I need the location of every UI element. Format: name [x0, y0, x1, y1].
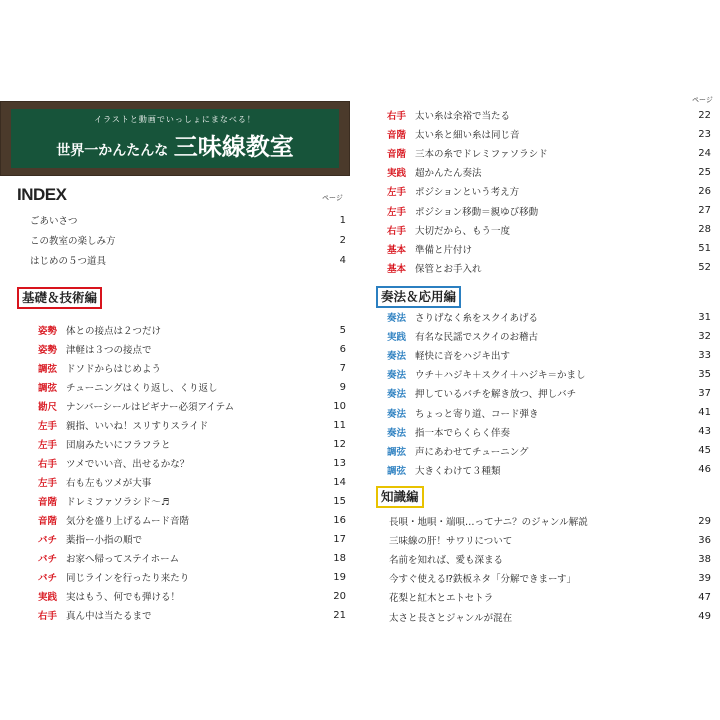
item-title: 保管とお手入れ [415, 263, 482, 275]
item-title: 軽快に音をハジキ出す [415, 351, 511, 363]
item-page-number: 20 [333, 590, 346, 602]
item-category-tag: 音階 [387, 130, 407, 142]
item-page-number: 51 [698, 243, 711, 255]
item-page-number: 36 [698, 534, 711, 546]
item-page-number: 6 [339, 343, 346, 355]
item-title: ウチ＋ハジキ＋スクイ＋ハジキ＝かまし [415, 370, 586, 382]
item-category-tag: 左手 [38, 440, 58, 451]
list-item [38, 473, 346, 491]
item-title: ナンバーシールはビギナー必須アイテム [66, 402, 235, 413]
item-category-tag: 音階 [38, 497, 58, 508]
item-page-number: 37 [698, 387, 711, 399]
item-category-tag: 左手 [387, 206, 407, 218]
item-page-number: 17 [333, 533, 346, 545]
item-title: さりげなく糸をスクイあげる [415, 313, 539, 324]
list-item [387, 365, 711, 383]
item-category-tag: 右手 [38, 459, 58, 470]
header-subtitle: イラストと動画でいっしょにまなべる！ [94, 115, 256, 124]
list-item [387, 125, 711, 143]
list-item [30, 251, 346, 269]
item-page-number: 7 [339, 362, 346, 374]
item-category-tag: 調弦 [387, 465, 407, 477]
item-category-tag: 奏法 [387, 427, 407, 439]
item-title: 団扇みたいにフラフラと [66, 440, 171, 451]
item-title: 準備と片付け [415, 244, 473, 256]
list-item [387, 442, 711, 460]
list-item [387, 259, 711, 277]
item-category-tag: バチ [38, 573, 58, 584]
list-item [387, 221, 711, 239]
item-page-number: 32 [698, 330, 711, 342]
list-item [389, 512, 711, 530]
item-page-number: 9 [339, 381, 346, 393]
item-title: ちょっと寄り道、コード弾き [415, 408, 539, 420]
item-title: 津軽は３つの接点で [66, 345, 152, 356]
item-page-number: 24 [698, 147, 711, 159]
list-item [38, 416, 346, 434]
item-category-tag: 基本 [387, 244, 407, 256]
item-title: 大切だから、もう一度 [415, 225, 511, 237]
list-item [387, 327, 711, 345]
list-item [389, 588, 711, 606]
item-title: 指一本でらくらく伴奏 [415, 427, 511, 439]
item-category-tag: 調弦 [387, 446, 407, 458]
item-category-tag: 奏法 [387, 408, 407, 420]
item-title: 太さと長さとジャンルが混在 [389, 612, 513, 624]
list-item [389, 531, 711, 549]
section-knowledge: 知識編 [376, 486, 424, 508]
list-item [387, 384, 711, 402]
list-item [38, 435, 346, 453]
item-page-number: 22 [698, 109, 711, 121]
item-page-number: 26 [698, 185, 711, 197]
item-category-tag: 姿勢 [38, 345, 58, 356]
item-title: 花梨と紅木とエトセトラ [389, 593, 494, 605]
item-page-number: 35 [698, 368, 711, 380]
page-label-right: ページ [692, 96, 713, 104]
item-title: 気分を盛り上げるムード音階 [66, 516, 190, 527]
item-title: 今すぐ使える⁉鉄板ネタ「分解できまーす」 [389, 574, 576, 586]
item-title: チューニングはくり返し、くり返し [66, 383, 218, 394]
item-title: 三本の糸でドレミファソラシド [415, 149, 548, 161]
item-page-number: 47 [698, 591, 711, 603]
item-category-tag: 奏法 [387, 370, 407, 382]
list-item [389, 569, 711, 587]
item-page-number: 39 [698, 572, 711, 584]
item-category-tag: 左手 [38, 478, 58, 489]
list-item [38, 321, 346, 339]
item-title: 右も左もツメが大事 [66, 478, 152, 489]
section-performance: 奏法＆応用編 [376, 286, 461, 308]
item-category-tag: 奏法 [387, 389, 407, 401]
list-item [38, 549, 346, 567]
item-page-number: 5 [339, 324, 346, 336]
item-title: 太い糸は余裕で当たる [415, 111, 511, 122]
item-page-number: 2 [339, 234, 346, 246]
item-page-number: 46 [698, 464, 711, 476]
list-item [387, 240, 711, 258]
list-item [38, 340, 346, 358]
item-title: ドソドからはじめよう [66, 364, 162, 375]
item-title: ごあいさつ [30, 216, 78, 227]
item-title: 真ん中は当たるまで [66, 611, 152, 622]
chalkboard-header [0, 101, 350, 176]
item-title: 薬指ー小指の順で [66, 535, 143, 546]
header-title [11, 127, 339, 162]
item-page-number: 21 [333, 609, 346, 621]
item-category-tag: 調弦 [38, 383, 58, 394]
list-item [387, 144, 711, 162]
item-title: お家へ帰ってステイホーム [66, 554, 180, 565]
item-category-tag: 左手 [387, 187, 407, 199]
item-page-number: 4 [339, 254, 346, 266]
item-page-number: 12 [333, 438, 346, 450]
item-page-number: 52 [698, 262, 711, 274]
item-page-number: 31 [698, 311, 711, 323]
list-item [38, 492, 346, 510]
list-item [387, 106, 711, 124]
item-page-number: 14 [333, 476, 346, 488]
item-category-tag: バチ [38, 535, 58, 546]
section-basics: 基礎＆技術編 [17, 287, 102, 309]
item-page-number: 43 [698, 426, 711, 438]
item-page-number: 18 [333, 552, 346, 564]
list-item [389, 608, 711, 626]
item-title: 三味線の肝！サワリについて [389, 536, 513, 548]
item-title: 大きくわけて３種類 [415, 465, 501, 477]
page-label-left: ページ [322, 194, 343, 202]
list-item [389, 550, 711, 568]
item-title: この教室の楽しみ方 [30, 236, 116, 247]
item-category-tag: 右手 [38, 611, 58, 622]
list-item [38, 511, 346, 529]
item-category-tag: 実践 [387, 168, 407, 180]
item-title: 有名な民謡でスクイのお稽古 [415, 332, 539, 344]
list-item [387, 202, 711, 220]
item-title: ツメでいい音、出せるかな？ [66, 459, 190, 470]
header-title-prefix: 世界一かんたんな [56, 143, 169, 159]
item-page-number: 10 [333, 400, 346, 412]
item-title: はじめの５つ道具 [30, 256, 107, 267]
header-title-main: 三味線教室 [173, 133, 294, 161]
item-title: 親指、いいね！スリすりスライド [66, 421, 209, 432]
item-category-tag: 勘尺 [38, 402, 58, 413]
list-item [387, 423, 711, 441]
item-page-number: 41 [698, 407, 711, 418]
list-item [387, 346, 711, 364]
item-page-number: 45 [698, 445, 711, 457]
list-item [38, 454, 346, 472]
item-category-tag: 実践 [387, 332, 407, 344]
item-category-tag: 音階 [387, 149, 407, 161]
item-category-tag: バチ [38, 554, 58, 565]
item-page-number: 33 [698, 349, 711, 361]
item-page-number: 16 [333, 514, 346, 526]
item-title: 声にあわせてチューニング [415, 446, 529, 458]
list-item [38, 606, 346, 624]
item-page-number: 23 [698, 128, 711, 140]
index-heading: INDEX [17, 185, 67, 204]
item-category-tag: 調弦 [38, 364, 58, 375]
item-category-tag: 基本 [387, 263, 407, 275]
item-title: 名前を知れば、愛も深まる [389, 555, 504, 567]
list-item [38, 397, 346, 415]
item-category-tag: 奏法 [387, 351, 407, 363]
item-category-tag: 音階 [38, 516, 58, 527]
item-page-number: 1 [339, 214, 346, 226]
item-category-tag: 実践 [38, 592, 58, 603]
item-page-number: 28 [698, 224, 711, 236]
list-item [38, 568, 346, 586]
list-item [38, 378, 346, 396]
item-page-number: 29 [698, 515, 711, 527]
item-title: ポジションという考え方 [415, 187, 520, 199]
chalkboard-surface [11, 109, 339, 168]
list-item [38, 587, 346, 605]
list-item [30, 211, 346, 229]
item-page-number: 11 [333, 419, 346, 431]
list-item [387, 163, 711, 181]
item-title: 実はもう、何でも弾ける！ [66, 592, 181, 603]
item-title: ポジション移動＝親ゆび移動 [415, 206, 539, 218]
list-item [387, 461, 711, 479]
item-page-number: 25 [698, 166, 711, 178]
item-category-tag: 右手 [387, 225, 407, 237]
list-item [387, 308, 711, 326]
item-page-number: 19 [333, 571, 346, 583]
item-title: ドレミファソラシド～♬ [66, 497, 170, 508]
item-page-number: 27 [698, 205, 711, 216]
item-title: 長唄・地唄・端唄…ってナニ？のジャンル解説 [389, 517, 588, 528]
item-title: 押しているバチを解き放つ、押しバチ [415, 389, 577, 401]
item-category-tag: 姿勢 [38, 326, 58, 337]
item-category-tag: 右手 [387, 111, 407, 122]
item-title: 超かんたん奏法 [415, 168, 482, 180]
item-page-number: 15 [333, 495, 346, 507]
list-item [387, 404, 711, 422]
item-page-number: 38 [698, 553, 711, 565]
item-title: 体との接点は２つだけ [66, 326, 162, 337]
item-page-number: 49 [698, 611, 711, 622]
list-item [387, 182, 711, 200]
item-page-number: 13 [333, 457, 346, 469]
item-title: 同じラインを行ったり来たり [66, 573, 190, 584]
list-item [38, 530, 346, 548]
item-category-tag: 左手 [38, 421, 58, 432]
list-item [30, 231, 346, 249]
item-category-tag: 奏法 [387, 313, 407, 324]
item-title: 太い糸と細い糸は同じ音 [415, 130, 520, 142]
list-item [38, 359, 346, 377]
